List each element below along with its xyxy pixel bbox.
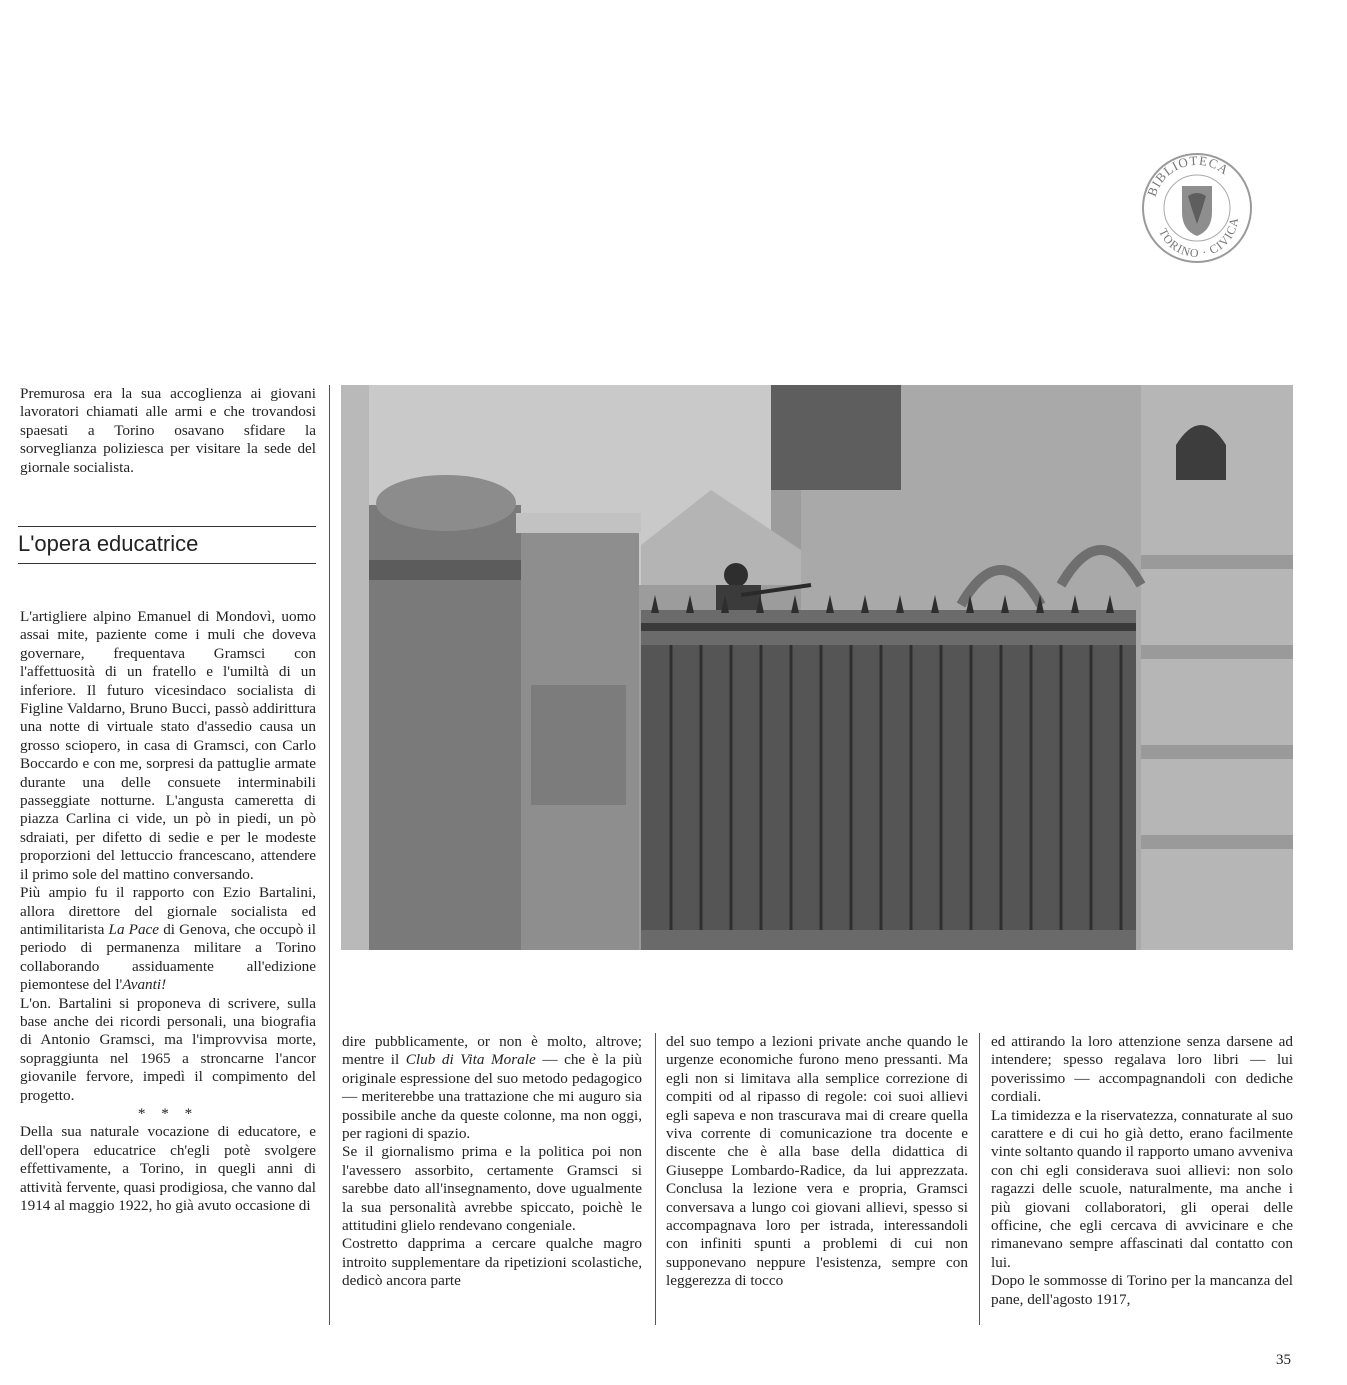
section-divider-stars: * * * [137,1104,199,1122]
paragraph: Della sua naturale vocazione di educatore, e dell'opera educatrice ch'egli potè svolgere effettivamente, a Torino, in quegli anni di attività fervente, quasi prodigiosa, che vanno dal 1914 al maggio 1922, ho già avuto occasione di [20,1123,316,1214]
column-3 [666,1033,968,1291]
stamp-text-bottom: TORINO · CIVICA [1156,215,1242,261]
column-4 [991,1033,1293,1309]
column-divider [329,385,330,1325]
paragraph: L'artigliere alpino Emanuel di Mondovì, uomo assai mite, paziente come i muli che doveva governare, frequentava Gramsci con l'affettuosità di un fratello e l'umiltà di un inferiore. Il futuro vicesindaco socialista di Figline Valdarno, Bruno Bucci, passò addirittura una notte di virtuale stato d'assedio causa un grosso sciopero, in casa di Gramsci, con Carlo Boccardo e con me, sorpresi da pattuglie armate durante una delle consuete interminabili passeggiate notturne. L'angusta cameretta di piazza Carlina ci vide, un pò in piedi, un pò sdraiati, per difetto di sedie e per le modeste proporzioni del lettuccio francescano, attendere il primo sole del mattino conversando. [20,608,316,883]
paragraph: Se il giornalismo prima e la politica poi non l'avessero assorbito, certamente Gramsci si sarebbe dato all'insegnamento, dove ugualmente la sua personalità avrebbe spiccato, poichè le attitudini glielo rendevano congeniale. [342,1143,642,1235]
library-stamp [1136,150,1258,266]
intro-paragraph: Premurosa era la sua accoglienza ai giovani lavoratori chiamati alle armi e che trovandosi spaesati a Torino osavano sfidare la sorveglianza poliziesca per visitare la sede del giornale socialista. [20,385,316,476]
column-2 [342,1033,642,1291]
column-1 [20,608,316,1215]
paragraph: ed attirando la loro attenzione senza darsene ad intendere; spesso regalava loro libri — lui poverissimo — accompagnandoli con dediche cordiali. [991,1033,1293,1106]
photograph-gate-soldier [341,385,1293,950]
paragraph: Più ampio fu il rapporto con Ezio Bartalini, allora direttore del giornale socialista ed antimilitarista La Pace di Genova, che occupò il periodo di permanenza militare a Torino collaborando assiduamente all'edizione piemontese del l'Avanti! [20,884,316,994]
section-title: L'opera educatrice [18,531,199,556]
column-divider [655,1033,656,1325]
page-number: 35 [1276,1352,1291,1368]
paragraph: L'on. Bartalini si proponeva di scrivere, sulla base anche dei ricordi personali, una biografia di Antonio Gramsci, ma l'improvvisa morte, sopraggiunta nel 1965 a stroncarne l'ancor giovanile fervore, impedì il compimento del progetto. [20,994,316,1104]
paragraph: Dopo le sommosse di Torino per la mancanza del pane, dell'agosto 1917, [991,1272,1293,1308]
section-heading [18,526,316,564]
paragraph: dire pubblicamente, or non è molto, altrove; mentre il Club di Vita Morale — che è la più originale espressione del suo metodo pedagogico — meriterebbe una trattazione che mi auguro sia possibile anche da queste colonne, ma non oggi, per ragioni di spazio. [342,1033,643,1143]
column-divider [979,1033,980,1325]
paragraph: del suo tempo a lezioni private anche quando le urgenze economiche furono meno pressanti. Ma egli non si limitava alla semplice correzione di compiti od al ripasso di regole: coi suoi allievi egli sapeva e non trascurava mai di creare quella viva corrente di comunicazione tra docente e discente che è alla base della didattica di Giuseppe Lombardo-Radice, da lui apprezzata. Conclusa la lezione vera e propria, Gramsci conversava a lungo coi giovani allievi, spesso si accompagnava loro per istrada, interessandoli con infiniti spunti a problemi di cui non supponevano neppure l'esistenza, sempre con leggerezza di tocco [666,1033,968,1290]
paragraph: La timidezza e la riservatezza, connaturate al suo carattere e di cui ho già detto, erano facilmente vinte soltanto quando il rapporto umano avveniva con chi egli considerava suoi allievi: non solo ragazzi delle scuole, naturalmente, ma anche i più giovani collaboratori, gli operai delle officine, che egli cercava di avvicinare e che rimanevano sempre affascinati dal contatto con lui. [991,1106,1293,1271]
paragraph: Costretto dapprima a cercare qualche magro introito supplementare da ripetizioni scolastiche, dedicò ancora parte [342,1235,642,1290]
stamp-text-top: BIBLIOTECA [1143,152,1233,199]
